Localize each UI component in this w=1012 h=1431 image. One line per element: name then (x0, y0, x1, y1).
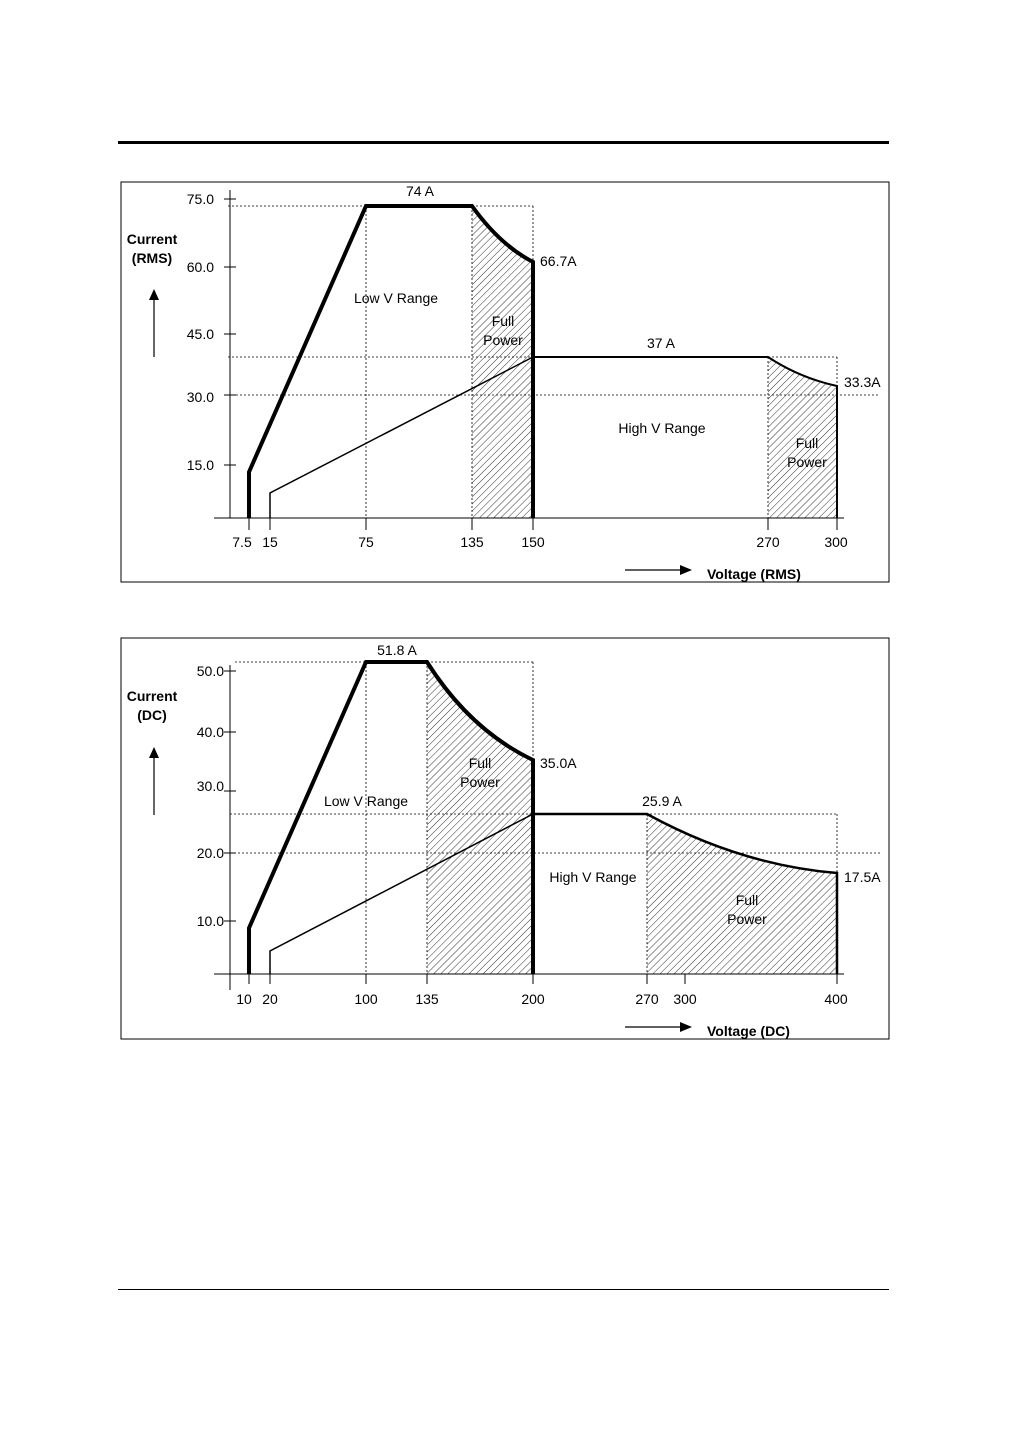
chart-dc (121, 638, 889, 1039)
x-axis-title: Voltage (RMS) (707, 566, 801, 582)
x-tick-label: 20 (262, 991, 278, 1007)
y-tick-label: 30.0 (186, 389, 214, 405)
arrow-up-icon (149, 289, 159, 300)
region-label-low: Low V Range (353, 290, 439, 306)
x-tick-label: 135 (460, 534, 484, 550)
y-tick-label: 45.0 (186, 326, 214, 342)
y-tick-label: 10.0 (196, 913, 224, 929)
y-tick-label: 20.0 (196, 845, 224, 861)
annotation-max-low: 51.8 A (377, 642, 417, 658)
x-tick-label: 15 (262, 534, 278, 550)
annotation-max-low: 74 A (405, 183, 435, 199)
y-tick-label: 50.0 (196, 663, 224, 679)
x-tick-label: 300 (673, 991, 697, 1007)
y-tick-label: 60.0 (186, 259, 214, 275)
region-label-high: High V Range (618, 420, 706, 436)
full-power-label: Full (468, 755, 492, 771)
x-tick-label: 150 (521, 534, 545, 550)
chart-rms (121, 182, 889, 582)
y-tick-label: 15.0 (186, 457, 214, 473)
full-power-label: Full (795, 435, 819, 451)
arrow-up-icon (149, 747, 159, 758)
x-tick-label: 400 (824, 991, 848, 1007)
y-axis-title: Current (126, 688, 178, 704)
full-power-label: Power (727, 911, 767, 927)
x-tick-label: 100 (354, 991, 378, 1007)
x-tick-label: 7.5 (232, 534, 252, 550)
region-label-high: High V Range (549, 869, 637, 885)
annotation-end-high: 33.3A (844, 374, 881, 390)
annotation-max-high: 37 A (646, 335, 676, 351)
annotation-end-low: 35.0A (540, 755, 577, 771)
annotation-end-low: 66.7A (540, 253, 577, 269)
x-tick-label: 135 (415, 991, 439, 1007)
y-axis-title: (DC) (137, 707, 167, 723)
x-tick-label: 10 (236, 991, 252, 1007)
arrow-right-icon (680, 565, 692, 575)
x-tick-label: 270 (635, 991, 659, 1007)
full-power-label: Full (491, 313, 515, 329)
x-tick-label: 200 (521, 991, 545, 1007)
x-tick-label: 300 (824, 534, 848, 550)
region-label-low: Low V Range (323, 793, 409, 809)
arrow-right-icon (680, 1022, 692, 1032)
annotation-max-high: 25.9 A (642, 793, 682, 809)
x-tick-label: 270 (756, 534, 780, 550)
full-power-region (427, 662, 533, 974)
y-axis-title: Current (126, 231, 178, 247)
y-tick-label: 75.0 (186, 191, 214, 207)
y-tick-label: 30.0 (196, 778, 224, 794)
x-tick-label: 75 (358, 534, 374, 550)
full-power-label: Power (483, 332, 523, 348)
full-power-label: Power (787, 454, 827, 470)
x-axis-title: Voltage (DC) (707, 1023, 790, 1039)
annotation-end-high: 17.5A (844, 869, 881, 885)
full-power-label: Power (460, 774, 500, 790)
y-axis-title: (RMS) (131, 250, 173, 266)
full-power-label: Full (735, 892, 759, 908)
y-tick-label: 40.0 (196, 724, 224, 740)
